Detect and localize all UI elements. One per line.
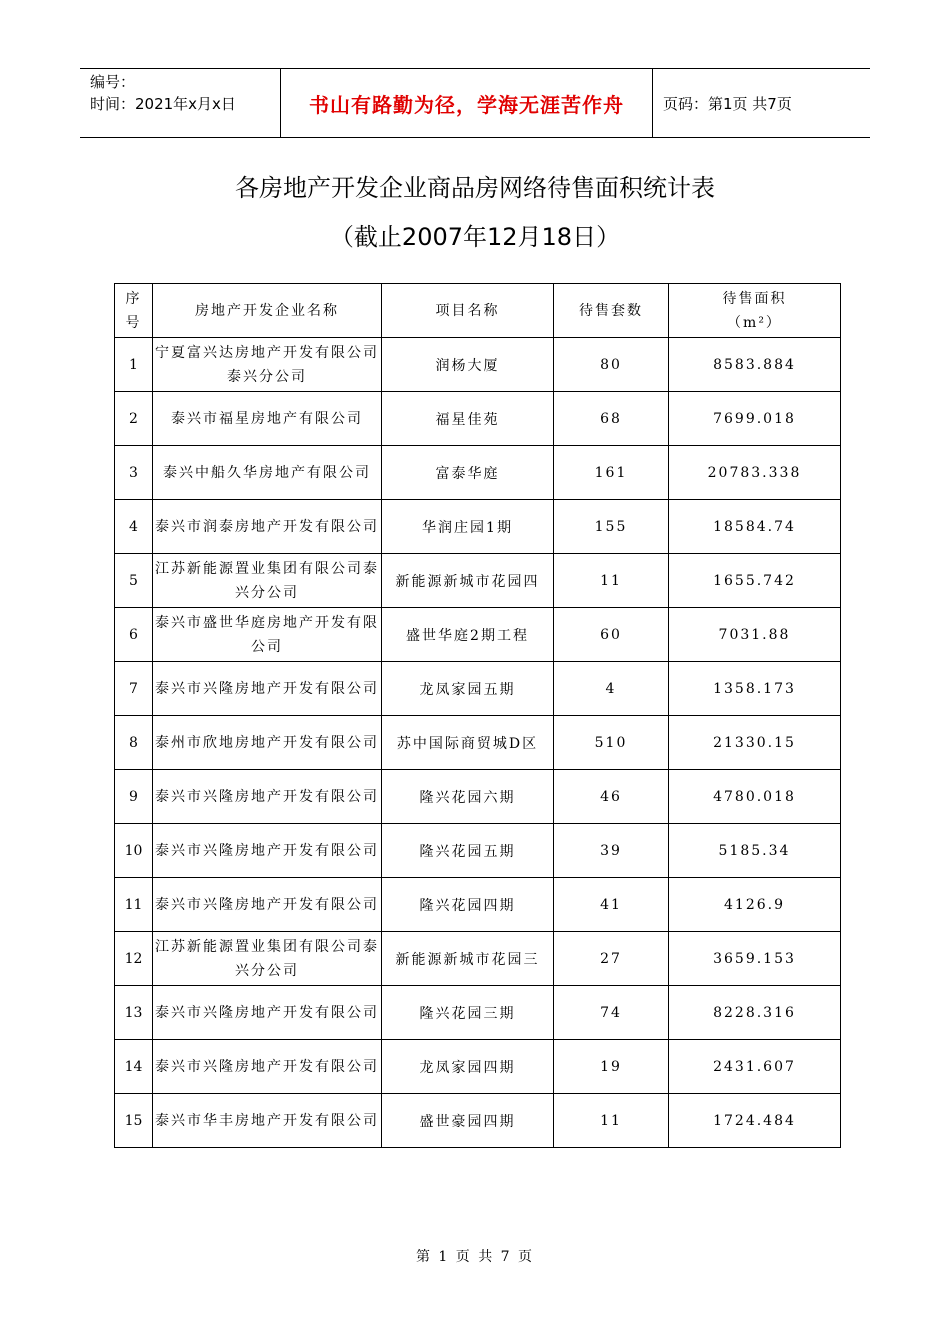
cell-project: 华润庄园1期: [382, 500, 554, 554]
cell-units: 155: [554, 500, 669, 554]
cell-area: 7031.88: [669, 608, 841, 662]
cell-area: 18584.74: [669, 500, 841, 554]
cell-area: 1655.742: [669, 554, 841, 608]
cell-company: 泰兴市兴隆房地产开发有限公司: [153, 770, 382, 824]
header-units: 待售套数: [554, 284, 669, 338]
cell-index: 10: [115, 824, 153, 878]
cell-area: 8228.316: [669, 986, 841, 1040]
cell-company: 泰兴市兴隆房地产开发有限公司: [153, 1040, 382, 1094]
cell-units: 27: [554, 932, 669, 986]
cell-company: 宁夏富兴达房地产开发有限公司泰兴分公司: [153, 338, 382, 392]
cell-project: 龙凤家园四期: [382, 1040, 554, 1094]
cell-project: 新能源新城市花园四: [382, 554, 554, 608]
table-header-row: [115, 284, 841, 338]
header-area: 待售面积 （m²）: [669, 284, 841, 338]
cell-index: 7: [115, 662, 153, 716]
table-body: [115, 338, 841, 1148]
cell-index: 1: [115, 338, 153, 392]
table-row: [115, 878, 841, 932]
header-page-info: 页码：第1页 共7页: [663, 94, 792, 113]
cell-company: 泰兴市兴隆房地产开发有限公司: [153, 878, 382, 932]
cell-company: 泰州市欣地房地产开发有限公司: [153, 716, 382, 770]
cell-project: 苏中国际商贸城D区: [382, 716, 554, 770]
cell-area: 8583.884: [669, 338, 841, 392]
cell-units: 74: [554, 986, 669, 1040]
cell-project: 盛世豪园四期: [382, 1094, 554, 1148]
table-row: [115, 824, 841, 878]
cell-units: 4: [554, 662, 669, 716]
cell-area: 1358.173: [669, 662, 841, 716]
cell-index: 9: [115, 770, 153, 824]
cell-index: 3: [115, 446, 153, 500]
cell-index: 6: [115, 608, 153, 662]
page-footer: 第 1 页 共 7 页: [415, 1249, 535, 1265]
header-index: 序 号: [115, 284, 153, 338]
table-row: [115, 716, 841, 770]
cell-units: 60: [554, 608, 669, 662]
cell-units: 11: [554, 554, 669, 608]
table-row: [115, 554, 841, 608]
cell-area: 4780.018: [669, 770, 841, 824]
cell-company: 泰兴市兴隆房地产开发有限公司: [153, 662, 382, 716]
document-time-label: 时间：2021年x月x日: [90, 95, 236, 113]
header-meta: [80, 69, 280, 137]
cell-index: 4: [115, 500, 153, 554]
cell-units: 510: [554, 716, 669, 770]
page-header: [80, 68, 870, 138]
table-row: [115, 932, 841, 986]
header-company: 房地产开发企业名称: [153, 284, 382, 338]
header-motto: 书山有路勤为径，学海无涯苦作舟: [280, 69, 653, 137]
cell-area: 1724.484: [669, 1094, 841, 1148]
cell-area: 2431.607: [669, 1040, 841, 1094]
table-row: [115, 986, 841, 1040]
cell-units: 46: [554, 770, 669, 824]
table-row: [115, 500, 841, 554]
cell-project: 润杨大厦: [382, 338, 554, 392]
cell-units: 19: [554, 1040, 669, 1094]
cell-index: 14: [115, 1040, 153, 1094]
table-row: [115, 392, 841, 446]
cell-project: 隆兴花园五期: [382, 824, 554, 878]
document-number-label: 编号：: [90, 73, 136, 91]
table-row: [115, 338, 841, 392]
cell-company: 泰兴市盛世华庭房地产开发有限公司: [153, 608, 382, 662]
cell-units: 11: [554, 1094, 669, 1148]
cell-index: 8: [115, 716, 153, 770]
cell-area: 4126.9: [669, 878, 841, 932]
table-row: [115, 608, 841, 662]
cell-company: 泰兴市华丰房地产开发有限公司: [153, 1094, 382, 1148]
cell-area: 20783.338: [669, 446, 841, 500]
cell-company: 泰兴市兴隆房地产开发有限公司: [153, 986, 382, 1040]
cell-project: 盛世华庭2期工程: [382, 608, 554, 662]
sales-area-table: [114, 283, 841, 1148]
cell-project: 隆兴花园四期: [382, 878, 554, 932]
cell-project: 隆兴花园三期: [382, 986, 554, 1040]
document-title: 各房地产开发企业商品房网络待售面积统计表: [235, 174, 715, 202]
header-project: 项目名称: [382, 284, 554, 338]
cell-units: 68: [554, 392, 669, 446]
cell-area: 7699.018: [669, 392, 841, 446]
cell-project: 龙凤家园五期: [382, 662, 554, 716]
cell-area: 21330.15: [669, 716, 841, 770]
cell-units: 39: [554, 824, 669, 878]
table-row: [115, 662, 841, 716]
table-row: [115, 1094, 841, 1148]
cell-units: 161: [554, 446, 669, 500]
cell-units: 80: [554, 338, 669, 392]
cell-company: 江苏新能源置业集团有限公司泰兴分公司: [153, 932, 382, 986]
cell-company: 泰兴市润泰房地产开发有限公司: [153, 500, 382, 554]
cell-index: 5: [115, 554, 153, 608]
cell-company: 泰兴中船久华房地产有限公司: [153, 446, 382, 500]
cell-project: 富泰华庭: [382, 446, 554, 500]
cell-index: 15: [115, 1094, 153, 1148]
table-row: [115, 1040, 841, 1094]
cell-area: 3659.153: [669, 932, 841, 986]
document-subtitle: （截止2007年12月18日）: [329, 223, 621, 251]
cell-index: 11: [115, 878, 153, 932]
table-row: [115, 446, 841, 500]
cell-index: 13: [115, 986, 153, 1040]
cell-units: 41: [554, 878, 669, 932]
cell-area: 5185.34: [669, 824, 841, 878]
cell-project: 福星佳苑: [382, 392, 554, 446]
cell-project: 隆兴花园六期: [382, 770, 554, 824]
table-row: [115, 770, 841, 824]
cell-index: 12: [115, 932, 153, 986]
cell-project: 新能源新城市花园三: [382, 932, 554, 986]
cell-company: 泰兴市兴隆房地产开发有限公司: [153, 824, 382, 878]
cell-company: 泰兴市福星房地产有限公司: [153, 392, 382, 446]
cell-index: 2: [115, 392, 153, 446]
cell-company: 江苏新能源置业集团有限公司泰兴分公司: [153, 554, 382, 608]
